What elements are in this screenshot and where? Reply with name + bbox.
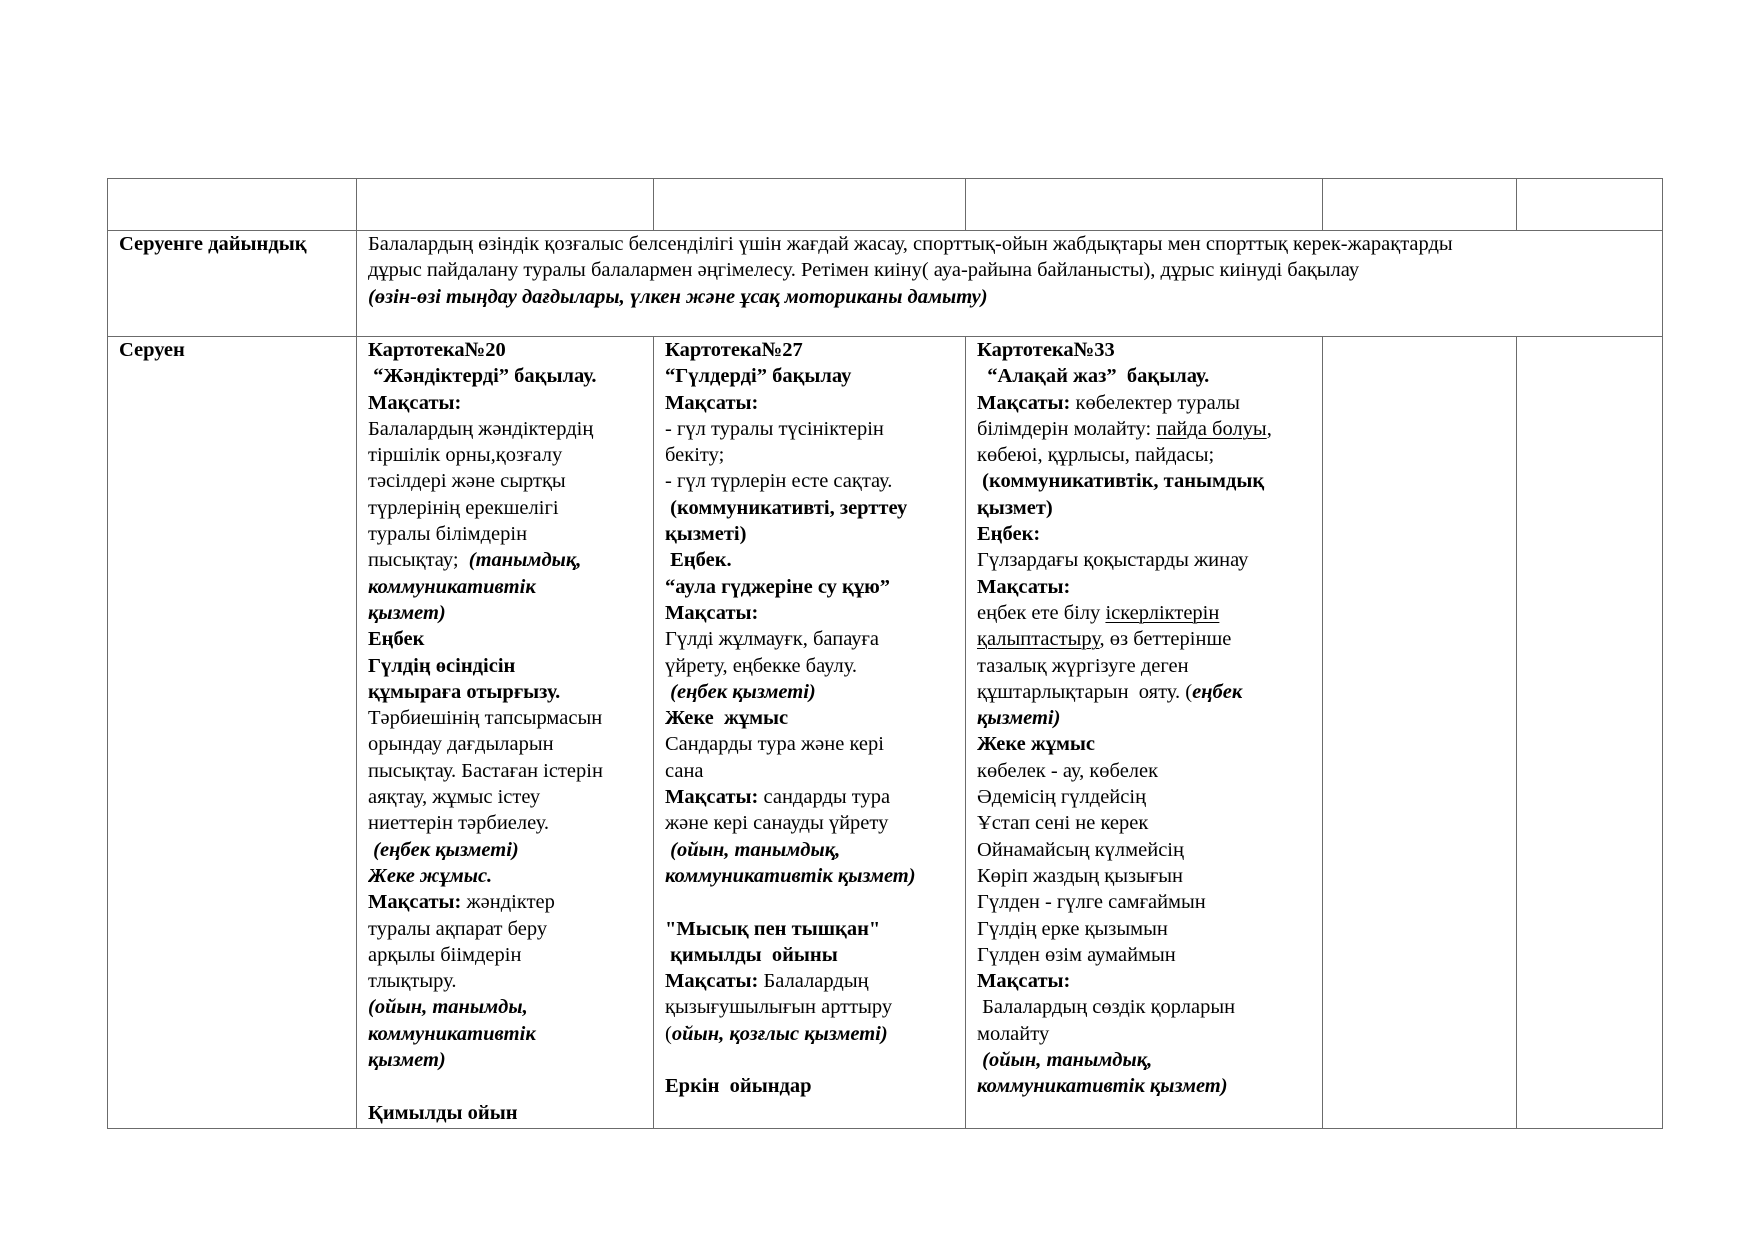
goal-label: Мақсаты:	[665, 970, 759, 993]
text-line: Сандарды тура және кері	[665, 733, 884, 756]
section-heading: Еңбек	[368, 628, 425, 651]
poem-line: Көріп жаздың қызығын	[977, 864, 1184, 887]
goal-label: Мақсаты:	[665, 601, 759, 624]
poem-line: Гүлден өзім аумаймын	[977, 943, 1176, 966]
text-line: орындау дағдыларын	[368, 733, 554, 756]
section-heading: Еңбек:	[977, 523, 1041, 546]
text-line: тәсілдері және сыртқы	[368, 470, 566, 493]
table-row-walk	[108, 337, 1663, 1129]
activity-tag: (еңбек қызметі)	[665, 680, 816, 703]
text-line: пысықтау. Бастаған істерін	[368, 759, 603, 782]
text-line	[368, 547, 645, 573]
underlined-text: қалыптастыру	[977, 628, 1100, 651]
text-line	[977, 416, 1314, 442]
activity-tag: қызметі)	[665, 523, 747, 546]
activity-tag: қызмет)	[368, 601, 446, 624]
text-segment: , өз беттерінше	[1099, 628, 1232, 651]
activity-tag: (ойын, танымдық,	[665, 838, 841, 861]
text-line	[665, 968, 957, 994]
empty-cell	[654, 179, 966, 231]
section-heading: “аула гүджеріне су құю”	[665, 575, 891, 598]
walk-cell-card20	[357, 337, 654, 1129]
observation-title: “Алақай жаз” бақылау.	[977, 365, 1210, 388]
spacer	[665, 889, 957, 915]
section-heading: Жеке жұмыс	[977, 733, 1096, 756]
text-line: түрлерінің ерекшелігі	[368, 496, 559, 519]
text-line: Балалардың сөздік қорларын	[977, 996, 1236, 1019]
text-line: ниеттерін тәрбиелеу.	[368, 812, 550, 835]
section-heading: Еңбек.	[665, 549, 732, 572]
text-line	[977, 679, 1314, 705]
text-line	[665, 784, 957, 810]
row-label-walk: Серуен	[108, 337, 357, 1129]
activity-tag: коммуникативтік қызмет)	[977, 1075, 1228, 1098]
poem-line: Ойнамайсың күлмейсің	[977, 838, 1184, 861]
text-line	[977, 390, 1314, 416]
activity-tag: коммуникативтік	[368, 575, 536, 598]
prep-line: Балалардың өзіндік қозғалыс белсенділігі үшін жағдай жасау, спорттық-ойын жабдықтары мен спорттық керек-жарақтарды	[368, 233, 1453, 255]
prep-line: дұрыс пайдалану туралы балалармен әңгімелесу. Ретімен киіну( ауа-райына байланысты), дұрыс киінуді бақылау	[368, 259, 1360, 282]
text-line: Гүлзардағы қоқыстарды жинау	[977, 549, 1249, 572]
text-line: және кері санауды үйрету	[665, 812, 889, 835]
empty-cell	[357, 179, 654, 231]
card-title: Картотека№33	[977, 339, 1115, 361]
activity-tag: ойын, қозғлыс қызметі)	[671, 1022, 888, 1045]
text-line: - гүл туралы түсініктерін	[665, 417, 884, 440]
section-heading: Жеке жұмыс.	[368, 864, 493, 887]
poem-line: Әдемісің гүлдейсің	[977, 786, 1147, 809]
activity-tag: (танымдық,	[468, 549, 582, 572]
text-segment: Балалардың	[758, 970, 869, 993]
text-segment: ,	[1266, 417, 1272, 440]
poem-line: Гүлден - гүлге самғаймын	[977, 891, 1206, 914]
empty-cell	[1517, 179, 1663, 231]
text-line: көбеюі, құрлысы, пайдасы;	[977, 444, 1215, 467]
empty-cell	[1323, 179, 1517, 231]
goal-label: Мақсаты:	[977, 575, 1071, 598]
poem-line: Ұстап сені не керек	[977, 812, 1149, 835]
table-row-empty	[108, 179, 1663, 231]
spacer	[665, 1047, 957, 1073]
text-line: туралы білімдерін	[368, 523, 528, 546]
text-line: тазалық жүргізуге деген	[977, 654, 1189, 677]
text-segment: еңбек ете білу	[977, 601, 1106, 624]
text-line: молайту	[977, 1022, 1050, 1045]
text-line: Тәрбиешінің тапсырмасын	[368, 707, 603, 730]
text-segment: пысықтау;	[368, 549, 469, 572]
text-line: тлықтыру.	[368, 970, 457, 993]
section-heading: құмыраға отырғызу.	[368, 680, 561, 703]
text-line: - гүл түрлерін есте сақтау.	[665, 470, 893, 493]
text-line: тіршілік орны,қозғалу	[368, 444, 563, 467]
text-segment: сандарды тура	[758, 786, 891, 809]
goal-label: Мақсаты:	[977, 970, 1071, 993]
section-heading: Қимылды ойын	[368, 1101, 518, 1124]
activity-tag: қызметі)	[977, 707, 1061, 730]
empty-cell	[1323, 337, 1517, 1129]
walk-cell-card33	[966, 337, 1323, 1129]
text-line: бекіту;	[665, 444, 725, 467]
text-line: туралы ақпарат беру	[368, 917, 548, 940]
text-line: сана	[665, 759, 704, 782]
text-line: аяқтау, жұмыс істеу	[368, 786, 541, 809]
activity-tag: (коммуникативті, зерттеу	[665, 496, 908, 519]
underlined-text: іскерліктерін	[1105, 601, 1220, 624]
poem-line: көбелек - ау, көбелек	[977, 759, 1159, 782]
table-row-prep	[108, 231, 1663, 337]
text-line	[977, 626, 1314, 652]
plan-table	[107, 178, 1663, 1129]
section-heading: Жеке жұмыс	[665, 707, 789, 730]
observation-title: “Гүлдерді” бақылау	[665, 365, 852, 388]
text-segment: көбелектер туралы	[1070, 391, 1240, 414]
goal-label: Мақсаты:	[665, 786, 759, 809]
text-line: арқылы біімдерін	[368, 943, 522, 966]
goal-label: Мақсаты:	[368, 891, 462, 914]
game-title: қимылды ойыны	[665, 943, 838, 966]
text-line	[977, 600, 1314, 626]
activity-tag: (ойын, танымды,	[368, 996, 528, 1019]
text-line: үйрету, еңбекке баулу.	[665, 654, 858, 677]
text-segment: құштарлықтарын ояту. (	[977, 680, 1193, 703]
text-segment: (	[665, 1022, 672, 1045]
poem-line: Гүлдің ерке қызымын	[977, 917, 1168, 940]
goal-label: Мақсаты:	[665, 391, 759, 414]
goal-label: Мақсаты:	[977, 391, 1071, 414]
text-line: Гүлді жұлмауғк, бапауға	[665, 628, 880, 651]
underlined-text: пайда болуы	[1156, 417, 1267, 440]
observation-title: “Жәндіктерді” бақылау.	[368, 365, 597, 388]
activity-tag: (ойын, танымдық,	[977, 1049, 1153, 1072]
text-line: Балалардың жәндіктердің	[368, 417, 594, 440]
card-title: Картотека№20	[368, 339, 506, 361]
text-line	[368, 889, 645, 915]
walk-cell-card27	[654, 337, 966, 1129]
activity-tag: (коммуникативтік, танымдық	[977, 470, 1265, 493]
section-heading: Гүлдің өсіндісін	[368, 654, 516, 677]
text-line	[665, 1021, 957, 1047]
empty-cell	[966, 179, 1323, 231]
card-title: Картотека№27	[665, 339, 803, 361]
game-title: "Мысық пен тышқан"	[665, 917, 881, 940]
activity-tag: қызмет)	[977, 496, 1053, 519]
row-label-prep: Серуенге дайындық	[108, 231, 357, 337]
activity-tag: коммуникативтік қызмет)	[665, 864, 916, 887]
activity-tag: еңбек	[1192, 680, 1243, 703]
empty-cell	[1517, 337, 1663, 1129]
text-segment: білімдерін молайту:	[977, 417, 1157, 440]
text-line: қызығушылығын арттыру	[665, 996, 893, 1019]
text-segment: жәндіктер	[461, 891, 555, 914]
prep-description	[357, 231, 1663, 337]
activity-tag: (еңбек қызметі)	[368, 838, 519, 861]
activity-tag: қызмет)	[368, 1049, 446, 1072]
goal-label: Мақсаты:	[368, 391, 462, 414]
spacer	[368, 1073, 645, 1099]
section-heading: Еркін ойындар	[665, 1075, 812, 1098]
prep-line-activity: (өзін-өзі тыңдау дағдылары, үлкен және ұсақ моториканы дамыту)	[368, 285, 988, 308]
empty-cell	[108, 179, 357, 231]
activity-tag: коммуникативтік	[368, 1022, 536, 1045]
